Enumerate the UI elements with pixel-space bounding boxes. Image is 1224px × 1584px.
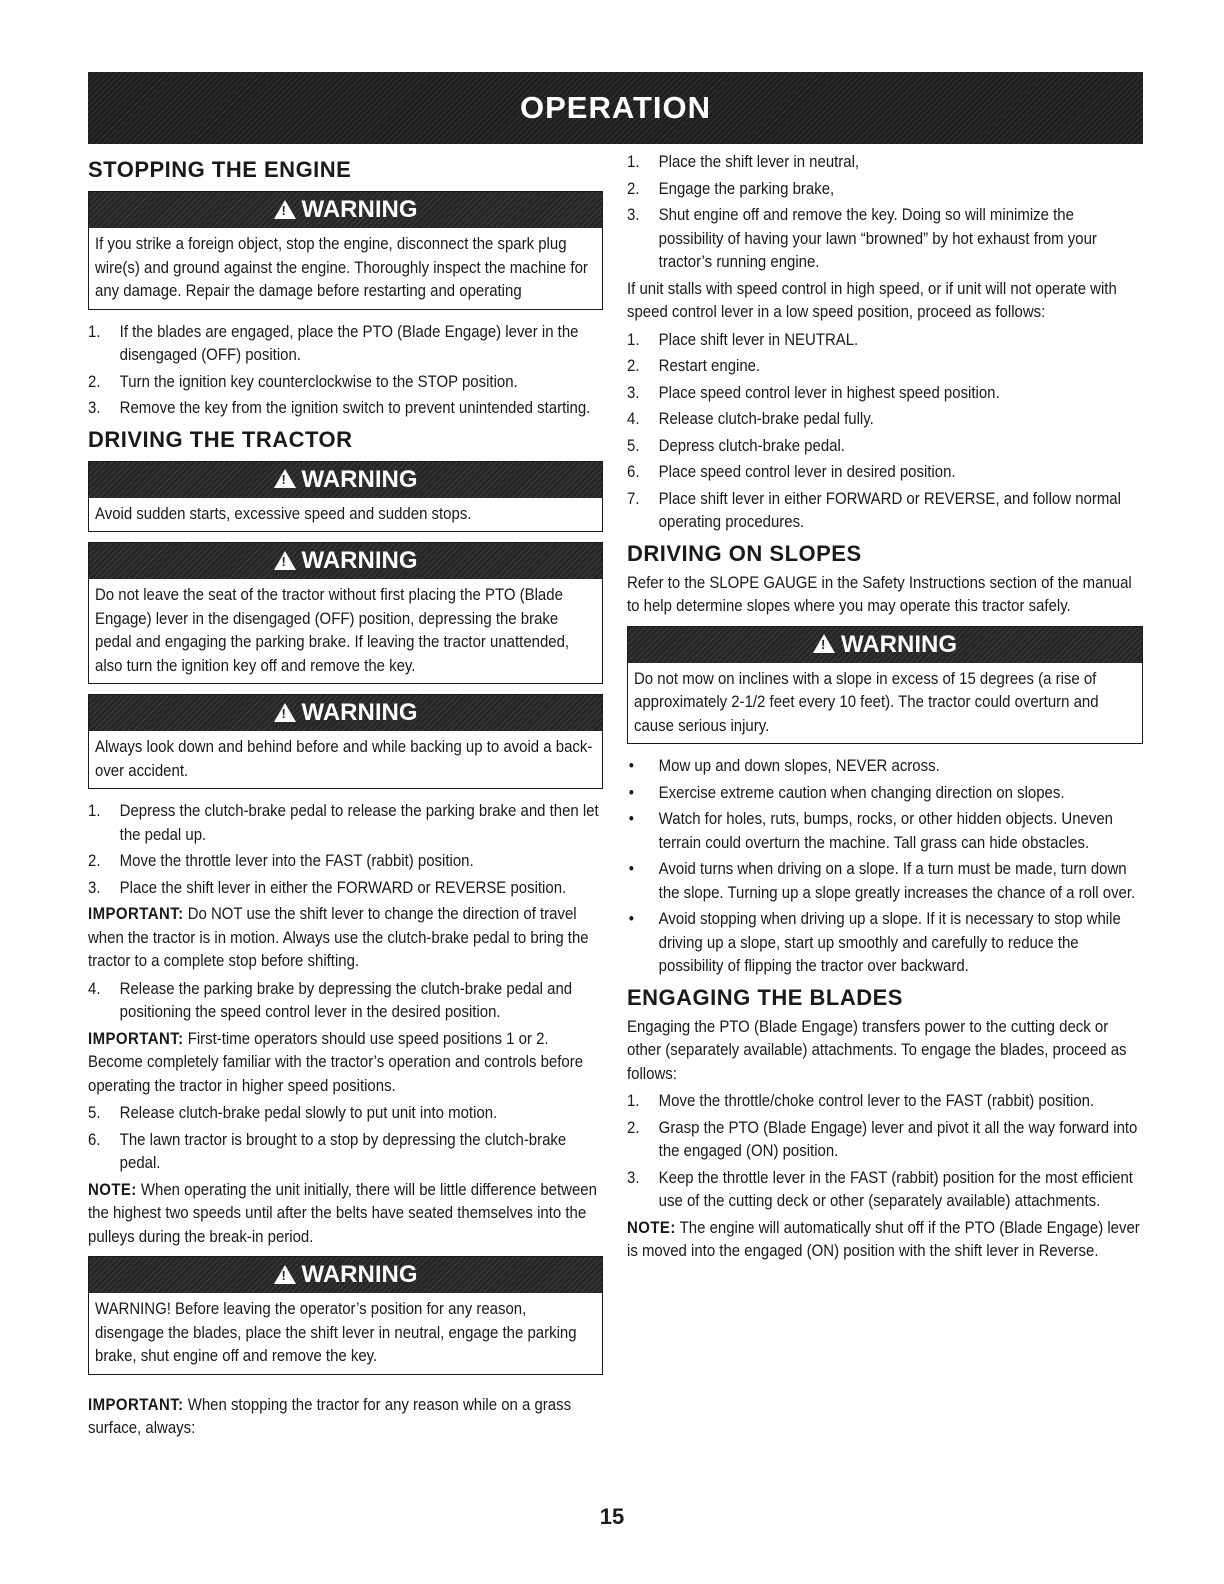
step-number: 2. [627, 1117, 640, 1137]
list-item [88, 876, 603, 900]
step-text: Place speed control lever in highest speed position. [658, 382, 1000, 402]
step-number: 1. [627, 1091, 640, 1110]
step-number: 1. [627, 329, 640, 349]
warning-box [88, 461, 603, 533]
blades-intro: Engaging the PTO (Blade Engage) transfers power to the cutting deck or other (separately available) attachments. To engage the blades, proceed as follows: [627, 1016, 1127, 1083]
warning-text: Avoid sudden starts, excessive speed and sudden stops. [95, 503, 472, 523]
warning-triangle-icon [274, 469, 296, 488]
bullet-icon: • [628, 809, 634, 828]
warning-triangle-icon [274, 1265, 296, 1284]
warning-triangle-icon [813, 634, 835, 653]
list-item [627, 754, 1143, 778]
warning-text: Do not leave the seat of the tractor without first placing the PTO (Blade Engage) lever in the disengaged (OFF) position, depressing the brake pedal and engaging the parking brake. If leaving the tractor unattended, also turn the ignition key off and remove the key. [95, 585, 570, 675]
grass-stop-steps-list [627, 150, 1143, 274]
stall-steps-list [627, 328, 1143, 534]
step-number: 2. [627, 178, 640, 198]
warning-label: WARNING [301, 465, 418, 493]
step-number: 3. [88, 877, 101, 897]
note-text: When operating the unit initially, there will be little difference between the highest two speeds until after the belts have seated themselves into the pulleys during the break-in period. [88, 1179, 597, 1246]
step-text: Engage the parking brake, [658, 178, 835, 198]
driving-tractor-heading: DRIVING THE TRACTOR [88, 426, 353, 452]
list-item [627, 1166, 1143, 1213]
warning-text: If you strike a foreign object, stop the engine, disconnect the spark plug wire(s) and ground against the engine. Thoroughly inspect the machine for any damage. Repair the damage before restarting and operating [95, 234, 588, 300]
drive-steps-list [88, 1101, 603, 1175]
step-number: 3. [627, 1167, 640, 1187]
warning-header [89, 462, 602, 498]
step-number: 5. [88, 1103, 101, 1122]
slope-bullets-list [627, 754, 1143, 978]
step-number: 6. [627, 462, 640, 481]
step-text: Place shift lever in NEUTRAL. [658, 329, 859, 349]
warning-triangle-icon [274, 551, 296, 570]
bullet-icon: • [628, 782, 634, 802]
note-paragraph [88, 1178, 603, 1249]
warning-box [88, 694, 603, 789]
step-text: Release clutch-brake pedal slowly to put unit into motion. [119, 1103, 498, 1122]
step-text: Release clutch-brake pedal fully. [658, 409, 874, 428]
list-item [627, 407, 1143, 431]
slopes-intro: Refer to the SLOPE GAUGE in the Safety Instructions section of the manual to help determine slopes where you may operate this tractor safely. [627, 572, 1132, 615]
step-text: Turn the ignition key counterclockwise to the STOP position. [119, 371, 518, 391]
list-item [627, 203, 1143, 274]
important-paragraph [88, 1393, 603, 1440]
bullet-text: Avoid turns when driving on a slope. If a turn must be made, turn down the slope. Turning up a slope greatly increases the chance of a roll over. [658, 859, 1136, 902]
list-item [627, 781, 1143, 805]
list-item [88, 396, 603, 420]
bullet-text: Avoid stopping when driving up a slope. If it is necessary to stop while driving up a slope, start up smoothly and carefully to reduce the possibility of flipping the tractor over backward. [658, 909, 1121, 975]
bullet-text: Watch for holes, ruts, bumps, rocks, or other hidden objects. Uneven terrain could overturn the machine. Tall grass can hide obstacles. [658, 809, 1113, 852]
step-text: Restart engine. [658, 356, 761, 375]
important-text: First-time operators should use speed positions 1 or 2. Become completely familiar with the tractor’s operation and controls before operating the tractor in higher speed positions. [88, 1028, 584, 1095]
step-text: Remove the key from the ignition switch to prevent unintended starting. [119, 398, 591, 417]
warning-box [88, 191, 603, 310]
step-number: 6. [88, 1129, 101, 1149]
important-label: IMPORTANT: [88, 1028, 184, 1048]
section-title: OPERATION [520, 90, 711, 125]
warning-header [628, 627, 1142, 663]
note-text: The engine will automatically shut off if the PTO (Blade Engage) lever is moved into the engaged (ON) position with the shift lever in Reverse. [627, 1217, 1140, 1260]
stopping-engine-heading: STOPPING THE ENGINE [88, 157, 352, 182]
important-text: When stopping the tractor for any reason while on a grass surface, always: [88, 1394, 572, 1437]
list-item [88, 1101, 603, 1125]
warning-label: WARNING [301, 196, 418, 223]
bullet-icon: • [628, 756, 634, 775]
important-label: IMPORTANT: [88, 1394, 184, 1414]
step-text: Depress clutch-brake pedal. [658, 435, 845, 455]
drive-steps-list [88, 799, 603, 899]
step-number: 3. [627, 205, 640, 224]
list-item [627, 487, 1143, 534]
step-text: Keep the throttle lever in the FAST (rabbit) position for the most efficient use of the cutting deck or other (separately available) attachments. [658, 1167, 1133, 1210]
list-item [627, 807, 1143, 854]
important-label: IMPORTANT: [88, 904, 184, 923]
warning-label: WARNING [841, 630, 957, 658]
bullet-text: Mow up and down slopes, NEVER across. [658, 756, 940, 775]
list-item [88, 799, 603, 846]
list-item [627, 1089, 1143, 1113]
list-item [88, 977, 603, 1024]
step-number: 2. [88, 851, 101, 870]
list-item [88, 1128, 603, 1175]
warning-box [627, 626, 1143, 745]
bullet-icon: • [628, 859, 634, 878]
warning-header [89, 192, 602, 228]
stall-intro: If unit stalls with speed control in high speed, or if unit will not operate with speed control lever in a low speed position, proceed as follows: [627, 278, 1117, 321]
driving-slopes-heading: DRIVING ON SLOPES [627, 540, 862, 566]
warning-triangle-icon [274, 703, 296, 722]
step-text: Release the parking brake by depressing the clutch-brake pedal and positioning the speed control lever in the desired position. [119, 978, 573, 1021]
note-label: NOTE: [627, 1217, 676, 1237]
step-number: 2. [627, 356, 640, 375]
list-item [627, 1116, 1143, 1163]
step-text: Move the throttle/choke control lever to the FAST (rabbit) position. [658, 1091, 1095, 1110]
warning-header [89, 543, 602, 579]
warning-box [88, 1256, 603, 1375]
engaging-blades-heading: ENGAGING THE BLADES [627, 984, 903, 1010]
list-item [627, 354, 1143, 378]
warning-label: WARNING [301, 1261, 418, 1288]
step-text: Depress the clutch-brake pedal to release the parking brake and then let the pedal up. [119, 801, 599, 844]
blade-steps-list [627, 1089, 1143, 1213]
list-item [627, 857, 1143, 904]
step-number: 1. [627, 152, 640, 171]
important-paragraph [88, 902, 603, 973]
step-number: 5. [627, 435, 640, 455]
left-column [88, 150, 603, 1444]
list-item [627, 434, 1143, 458]
step-text: Place the shift lever in either the FORWARD or REVERSE position. [119, 877, 567, 897]
step-text: Place the shift lever in neutral, [658, 152, 860, 171]
step-text: The lawn tractor is brought to a stop by depressing the clutch-brake pedal. [119, 1129, 567, 1172]
bullet-text: Exercise extreme caution when changing direction on slopes. [658, 782, 1065, 802]
step-number: 1. [88, 801, 101, 820]
list-item [88, 849, 603, 873]
warning-text: Always look down and behind before and while backing up to avoid a back-over accident. [95, 737, 593, 780]
section-header-band [88, 72, 1143, 144]
list-item [627, 328, 1143, 352]
list-item [88, 320, 603, 367]
step-number: 2. [88, 371, 101, 391]
step-text: If the blades are engaged, place the PTO (Blade Engage) lever in the disengaged (OFF) position. [119, 321, 579, 364]
right-column [627, 150, 1143, 1267]
page-number: 15 [599, 1504, 625, 1529]
list-item [627, 907, 1143, 978]
note-paragraph [627, 1216, 1143, 1263]
step-text: Shut engine off and remove the key. Doing so will minimize the possibility of having your lawn “browned” by hot exhaust from your tractor’s running engine. [658, 205, 1097, 271]
important-text: Do NOT use the shift lever to change the direction of travel when the tractor is in motion. Always use the clutch-brake pedal to bring the tractor to a complete stop before shifting. [88, 904, 589, 970]
warning-header [89, 1257, 602, 1293]
step-number: 4. [627, 409, 640, 428]
drive-steps-list [88, 977, 603, 1024]
step-number: 4. [88, 978, 101, 998]
list-item [627, 381, 1143, 405]
warning-box [88, 542, 603, 684]
important-paragraph [88, 1027, 603, 1098]
warning-text: WARNING! Before leaving the operator’s position for any reason, disengage the blades, place the shift lever in neutral, engage the parking brake, shut engine off and remove the key. [95, 1299, 577, 1365]
list-item [627, 460, 1143, 484]
warning-header [89, 695, 602, 731]
step-number: 7. [627, 488, 640, 508]
step-number: 3. [88, 398, 101, 417]
warning-label: WARNING [301, 547, 418, 574]
step-text: Place speed control lever in desired position. [658, 462, 956, 481]
list-item [627, 150, 1143, 174]
note-label: NOTE: [88, 1179, 137, 1199]
warning-text: Do not mow on inclines with a slope in excess of 15 degrees (a rise of approximately 2-1/2 feet every 10 feet). The tractor could overturn and cause serious injury. [634, 668, 1099, 735]
stop-steps-list [88, 320, 603, 420]
bullet-icon: • [628, 909, 634, 928]
step-text: Move the throttle lever into the FAST (rabbit) position. [119, 851, 474, 870]
list-item [627, 177, 1143, 201]
step-text: Place shift lever in either FORWARD or REVERSE, and follow normal operating procedures. [658, 488, 1121, 531]
step-text: Grasp the PTO (Blade Engage) lever and pivot it all the way forward into the engaged (ON) position. [658, 1117, 1138, 1160]
step-number: 1. [88, 321, 101, 341]
warning-triangle-icon [274, 200, 296, 219]
warning-label: WARNING [301, 699, 418, 726]
step-number: 3. [627, 382, 640, 402]
list-item [88, 370, 603, 394]
